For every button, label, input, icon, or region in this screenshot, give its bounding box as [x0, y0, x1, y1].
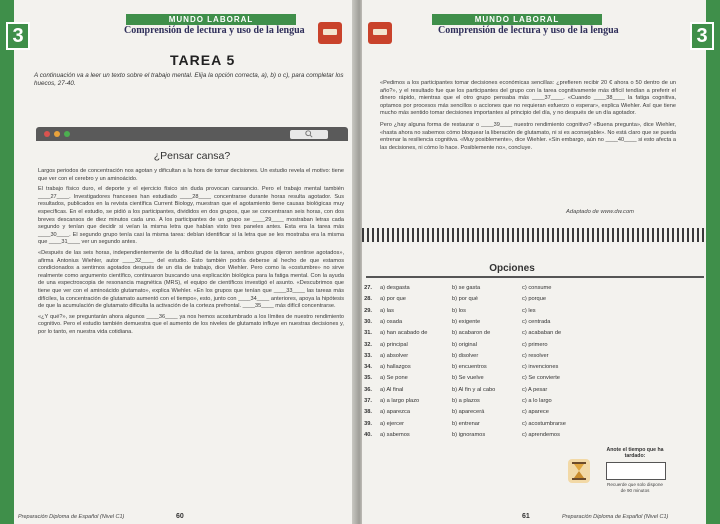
option-number: 27. — [364, 285, 372, 291]
page-number-left: 60 — [176, 513, 184, 520]
option-choice[interactable]: a) osada — [380, 318, 403, 325]
section-header: MUNDO LABORAL — [126, 14, 296, 25]
section-subheader: Comprensión de lectura y uso de la lengua — [438, 25, 619, 36]
article-body-left — [38, 168, 344, 339]
option-number: 29. — [364, 307, 372, 314]
option-choice[interactable]: b) disolver — [452, 352, 479, 359]
option-number: 39. — [364, 420, 372, 427]
right-page — [362, 0, 720, 524]
option-choice[interactable]: b) a plazos — [452, 398, 480, 404]
option-number: 35. — [364, 375, 372, 382]
minimize-dot-icon — [54, 131, 60, 137]
option-choice[interactable]: a) han acabado de — [380, 330, 428, 337]
option-choice[interactable]: a) principal — [380, 341, 408, 348]
article-body-right — [380, 80, 676, 156]
paragraph: «Pedimos a los participantes tomar decisiones económicas sencillas: ¿prefieren recibir 20 € ahora o 50 dentro de un año?», y el resultado fue que los participantes del grupo con la tarea cognitivamente más difícil tendían a preferir el dinero rápido, mientras que el otro grupo pensaba más ____37____. «Cuando ____38____ la fatiga cognitiva, optamos por procesos más sencillos o acciones que no requieran esfuerzo o esperar», explica Wiehler. Así que tiene mucho más sentido tomar decisiones importantes al principio del día, y no después de un día agotador. — [380, 80, 676, 117]
option-choice[interactable]: b) exigente — [452, 318, 481, 325]
option-choice[interactable]: a) Al final — [380, 386, 404, 393]
option-choice[interactable]: c) resolver — [522, 352, 549, 359]
options-title: Opciones — [489, 263, 535, 274]
option-choice[interactable]: b) los — [452, 307, 466, 314]
footer-left: Preparación Diploma de Español (Nivel C1) — [18, 514, 125, 520]
option-number: 40. — [364, 431, 372, 438]
option-choice[interactable]: c) centrada — [522, 318, 551, 325]
section-header: MUNDO LABORAL — [432, 14, 602, 25]
option-choice[interactable]: c) aparece — [522, 409, 549, 416]
option-number: 37. — [364, 398, 372, 404]
book-icon — [318, 22, 342, 44]
option-choice[interactable]: c) acostumbrarse — [522, 420, 566, 427]
option-number: 33. — [364, 352, 372, 359]
option-choice[interactable]: c) A pesar — [522, 386, 548, 393]
option-number: 38. — [364, 409, 372, 416]
maximize-dot-icon — [64, 131, 70, 137]
tarea-title: TAREA 5 — [170, 52, 236, 68]
page-number-right: 61 — [522, 513, 530, 520]
paragraph: El trabajo físico duro, el deporte y el ejercicio físico sin duda provocan cansancio. Pero el trabajo mental también ____27____. Investigadores franceses han estudiado ____28____ concentrarse durante horas resulta agotador. Sus resultados, publicados en la revista científica Current Biology, muestran que el agotamiento tiene causas biológicas muy específicas. En el estudio, se pidió a los participantes, divididos en dos grupos, que se concentraran seis horas, con dos breves descansos de diez minutos cada uno. A los participantes de un grupo se ____29____ mostraban letras cada segundo y tenían que decidir si veían la misma letra que habían visto tres paneles antes. Esta era la tarea más ____30____. El segundo grupo tenía casi la misma tarea: debían identificar si la letra que se les mostraba era la misma que ____31____ ver un segundo antes. — [38, 186, 344, 246]
option-choice[interactable]: a) sabemos — [380, 431, 410, 438]
footer-right: Preparación Diploma de Español (Nivel C1) — [562, 514, 669, 520]
option-choice[interactable]: a) aparezca — [380, 409, 411, 416]
option-number: 31. — [364, 330, 372, 337]
option-choice[interactable]: c) consume — [522, 285, 552, 291]
option-choice[interactable]: b) Al fin y al cabo — [452, 386, 496, 393]
option-choice[interactable]: c) a lo largo — [522, 398, 552, 404]
decorative-stripes — [362, 228, 706, 242]
left-page — [0, 0, 358, 524]
option-choice[interactable]: a) por que — [380, 296, 406, 303]
option-choice[interactable]: a) absolver — [380, 352, 409, 359]
right-edge-bar — [706, 0, 720, 524]
unit-number-badge: 3 — [6, 22, 30, 50]
option-choice[interactable]: c) les — [522, 307, 536, 314]
paragraph: Pero ¿hay alguna forma de restaurar o ____39____ nuestro rendimiento cognitivo? «Buena pregunta», dice Wiehler, «hasta ahora no sabemos cómo bloquear la liberación de glutamato, ni si es aconsejable». No está claro que se pueda entrenar la resiliencia cognitiva. «Muy posiblemente», dice Wiehler. «Sin embargo, aún no ____40____ si esto afecta a las decisiones, ni cómo lo hace. Posiblemente no», concluye. — [380, 121, 676, 151]
option-choice[interactable]: b) original — [452, 341, 477, 348]
unit-number-badge: 3 — [690, 22, 714, 50]
divider — [366, 276, 704, 278]
time-input-box[interactable] — [606, 462, 666, 480]
option-choice[interactable]: a) hallazgos — [380, 364, 411, 371]
paragraph: «Después de las seis horas, independientemente de la dificultad de la tarea, ambos grupos dijeron sentirse agotados», afirma Antonius Wiehler, autor ____32____ del estudio. Esto también podría deberse al hecho de que estamos condicionados a sentirnos agotados después de un día de trabajo, dice Wiehler. Pero como la «costumbre» no sirve realmente como argumento científico, continuaron buscando una explicación biológica para la fatiga mental. Con la ayuda de una espectroscopia de resonancia magnética (MRS), el equipo de científicos investigó el asunto. «Descubrimos que tiene que ver con el aminoácido glutamato», explica Wiehler. «En los grupos que tenían que ____33____ las tareas más difíciles, la concentración de glutamato aumentó con el tiempo», esto, junto con ____34____ anteriores, apoya la hipótesis de que la acumulación de glutamato dificulta la activación de la corteza prefrontal. ____35____ más difícil concentrarse. — [38, 249, 344, 310]
instructions: A continuación va a leer un texto sobre el trabajo mental. Elija la opción correcta, a), b) o c), para completar los huecos, 27-40. — [34, 72, 344, 87]
option-choice[interactable]: b) entrenar — [452, 420, 480, 427]
option-choice[interactable]: a) ejercer — [380, 420, 405, 427]
option-choice[interactable]: b) encuentros — [452, 364, 487, 371]
option-choice[interactable]: a) a largo plazo — [380, 398, 420, 404]
source-credit: Adaptado de www.dw.com — [566, 209, 634, 215]
option-choice[interactable]: c) acababan de — [522, 330, 562, 337]
search-icon — [290, 130, 328, 139]
option-number: 32. — [364, 341, 372, 348]
option-choice[interactable]: c) aprendemos — [522, 431, 560, 438]
option-number: 34. — [364, 364, 372, 371]
section-subheader: Comprensión de lectura y uso de la lengua — [124, 25, 305, 36]
option-choice[interactable]: a) las — [380, 307, 394, 314]
option-choice[interactable]: b) aparecerá — [452, 409, 485, 416]
paragraph: Largos periodos de concentración nos agotan y dificultan a la hora de tomar decisiones. Un estudio revela el motivo: tiene que ver con el cerebro y un aminoácido. — [38, 168, 344, 182]
timer-note: Recuerde que solo dispone de 90 minutos — [607, 482, 663, 493]
hourglass-icon — [568, 459, 590, 483]
option-choice[interactable]: b) Se vuelve — [452, 375, 484, 382]
option-choice[interactable]: b) acabaron de — [452, 330, 491, 337]
option-choice[interactable]: b) por qué — [452, 296, 478, 303]
timer-label: Anote el tiempo que ha tardado: — [606, 447, 664, 459]
book-icon — [368, 22, 392, 44]
option-number: 36. — [364, 386, 372, 393]
option-choice[interactable]: b) ignoramos — [452, 431, 486, 438]
option-number: 28. — [364, 296, 372, 303]
option-number: 30. — [364, 318, 372, 325]
option-choice[interactable]: a) desgasta — [380, 285, 410, 291]
option-choice[interactable]: c) invenciones — [522, 364, 559, 371]
option-choice[interactable]: c) porque — [522, 296, 547, 303]
option-choice[interactable]: b) se gasta — [452, 285, 481, 291]
option-choice[interactable]: c) Se convierte — [522, 375, 560, 382]
paragraph: «¿Y qué?», se preguntarán ahora algunos ____36____ ya nos hemos acostumbrado a los límites de nuestro rendimiento cognitivo. Pero el estudio también demuestra que el aumento de los niveles de glutamato influye en nuestras decisiones y, por lo tanto, en nuestra vida cotidiana. — [38, 313, 344, 335]
close-dot-icon — [44, 131, 50, 137]
left-edge-bar — [0, 0, 14, 524]
option-choice[interactable]: c) primero — [522, 341, 548, 348]
article-title: ¿Pensar cansa? — [153, 150, 231, 162]
option-choice[interactable]: a) Se pone — [380, 375, 408, 382]
